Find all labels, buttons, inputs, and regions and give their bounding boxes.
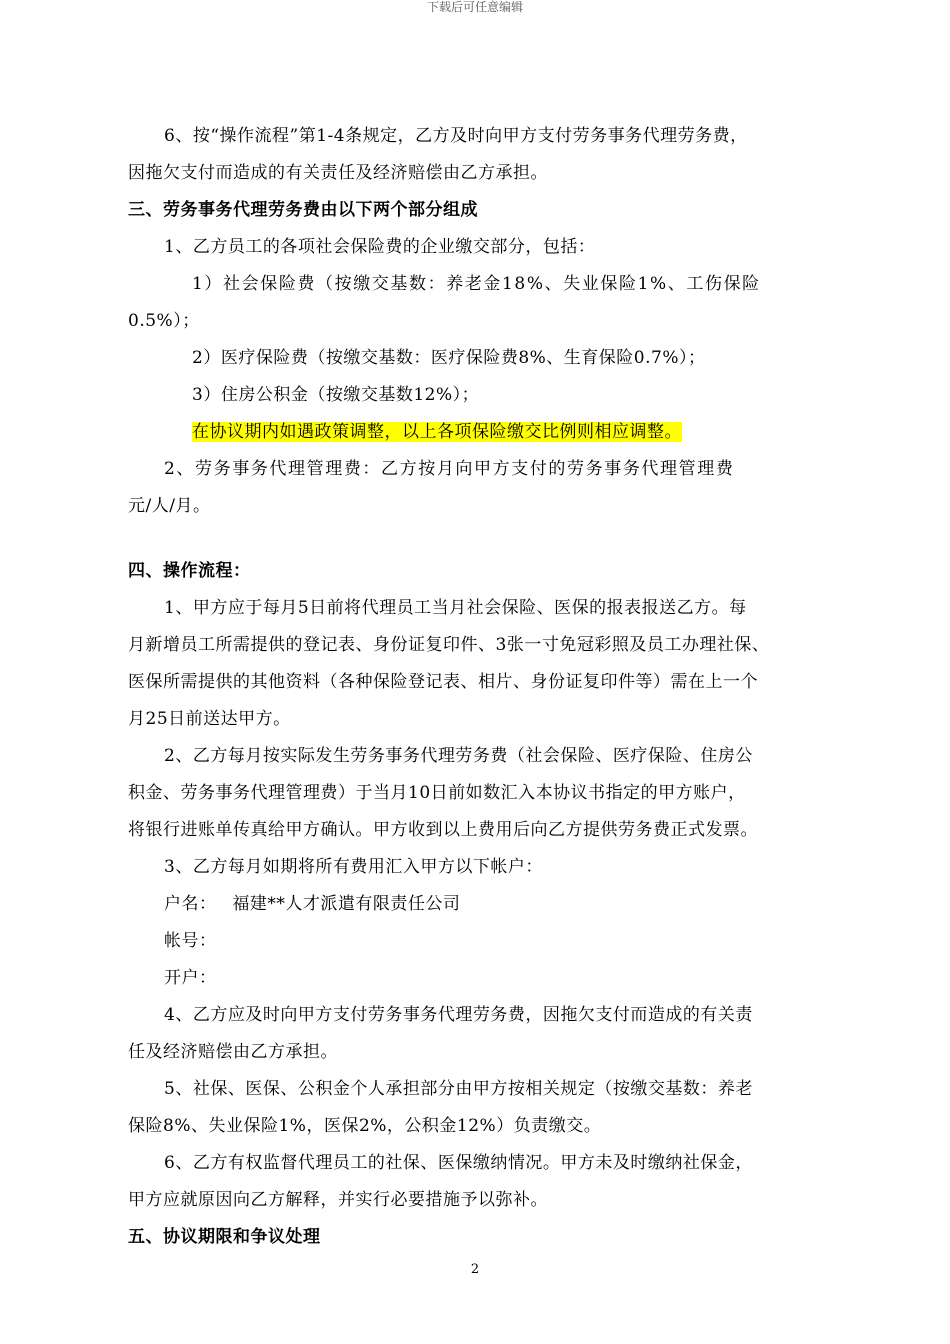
section4-item3: 3、乙方每月如期将所有费用汇入甲方以下帐户： [164, 857, 543, 877]
section3-sub2: 2）医疗保险费（按缴交基数：医疗保险费8%、生育保险0.7%）； [192, 348, 706, 368]
section4-item1-line3: 医保所需提供的其他资料（各种保险登记表、相片、身份证复印件等）需在上一个 [128, 672, 758, 692]
section5-heading: 五、协议期限和争议处理 [128, 1227, 321, 1247]
section3-sub1-line2: 0.5%）； [128, 311, 200, 331]
section3-item1: 1、乙方员工的各项社会保险费的企业缴交部分，包括： [164, 237, 596, 257]
section4-item1-line2: 月新增员工所需提供的登记表、身份证复印件、3张一寸免冠彩照及员工办理社保、 [128, 635, 770, 655]
section4-item2-line2: 积金、劳务事务代理管理费）于当月10日前如数汇入本协议书指定的甲方账户， [128, 783, 746, 803]
section4-item5-line2: 保险8%、失业保险1%，医保2%，公积金12%）负责缴交。 [128, 1116, 602, 1136]
section4-item1-line1: 1、甲方应于每月5日前将代理员工当月社会保险、医保的报表报送乙方。每 [164, 598, 747, 618]
section2-item6-line1: 6、按“操作流程”第1-4条规定，乙方及时向甲方支付劳务事务代理劳务费， [164, 126, 748, 146]
document-body [128, 118, 828, 1256]
section2-item6-line2: 因拖欠支付而造成的有关责任及经济赔偿由乙方承担。 [128, 163, 548, 183]
account-number-label: 帐号： [164, 931, 217, 951]
account-name-label: 户名： [164, 894, 217, 914]
section3-note-line [128, 414, 828, 451]
section4-item5-line1: 5、社保、医保、公积金个人承担部分由甲方按相关规定（按缴交基数：养老 [164, 1079, 753, 1099]
bank-label: 开户： [164, 968, 217, 988]
header-note: 下载后可任意编辑 [426, 0, 523, 14]
section3-item2-line1: 2、劳务事务代理管理费：乙方按月向甲方支付的劳务事务代理管理费 [164, 459, 735, 479]
section4-item6-line1: 6、乙方有权监督代理员工的社保、医保缴纳情况。甲方未及时缴纳社保金， [164, 1153, 753, 1173]
section4-heading: 四、操作流程： [128, 561, 251, 581]
spacer [128, 525, 828, 553]
section4-item4-line2: 任及经济赔偿由乙方承担。 [128, 1042, 338, 1062]
section4-item2-line1: 2、乙方每月按实际发生劳务事务代理劳务费（社会保险、医疗保险、住房公 [164, 746, 753, 766]
section4-item2-line3: 将银行进账单传真给甲方确认。甲方收到以上费用后向乙方提供劳务费正式发票。 [128, 820, 758, 840]
section3-item2-line2: 元/人/月。 [128, 496, 211, 516]
section4-item4-line1: 4、乙方应及时向甲方支付劳务事务代理劳务费，因拖欠支付而造成的有关责 [164, 1005, 753, 1025]
section4-item1-line4: 月25日前送达甲方。 [128, 709, 291, 729]
section3-note: 在协议期内如遇政策调整，以上各项保险缴交比例则相应调整。 [192, 422, 682, 442]
page-number: 2 [470, 1262, 480, 1277]
account-name-row [128, 886, 828, 923]
section3-sub3: 3）住房公积金（按缴交基数12%）； [192, 385, 480, 405]
section3-heading: 三、劳务事务代理劳务费由以下两个部分组成 [128, 200, 478, 220]
section4-item6-line2: 甲方应就原因向乙方解释，并实行必要措施予以弥补。 [128, 1190, 548, 1210]
account-name-value: 福建**人才派遣有限责任公司 [232, 894, 461, 914]
section3-sub1-line1: 1）社会保险费（按缴交基数：养老金18%、失业保险1%、工伤保险 [192, 274, 761, 294]
